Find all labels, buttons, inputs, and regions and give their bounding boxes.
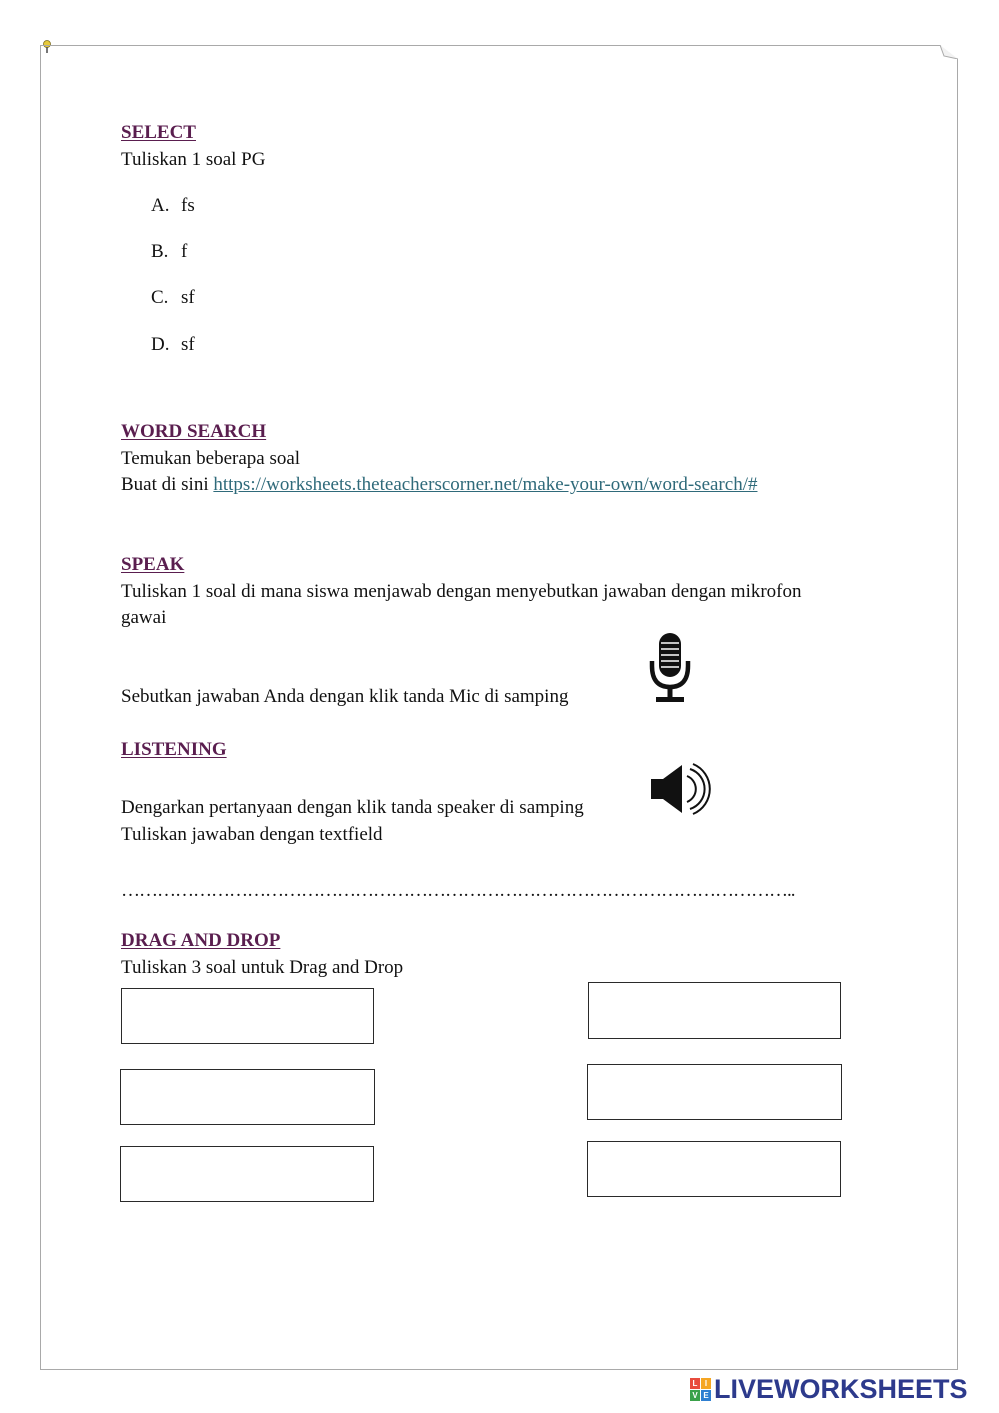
select-instruction: Tuliskan 1 soal PG — [121, 149, 266, 170]
word-search-heading: WORD SEARCH — [121, 421, 267, 442]
drop-target-3[interactable] — [587, 1141, 841, 1197]
speak-prompt: Sebutkan jawaban Anda dengan klik tanda Mic di samping — [121, 686, 569, 707]
word-search-instruction: Temukan beberapa soal — [121, 448, 301, 469]
make-prefix: Buat di sini — [121, 474, 214, 495]
answer-textfield[interactable]: ………………………………………………………………………………………………….. — [121, 880, 795, 901]
drop-target-1[interactable] — [588, 982, 841, 1039]
liveworksheets-logo — [690, 1373, 968, 1405]
speak-heading: SPEAK — [121, 554, 185, 575]
option-text: sf — [181, 287, 195, 308]
drag-drop-heading: DRAG AND DROP — [121, 930, 281, 951]
select-heading: SELECT — [121, 122, 196, 143]
option-text: sf — [181, 334, 195, 355]
microphone-icon[interactable] — [648, 631, 696, 705]
speaker-icon[interactable] — [649, 762, 715, 816]
logo-block-e: E — [701, 1390, 711, 1401]
drag-item-2[interactable] — [120, 1069, 375, 1125]
drag-item-3[interactable] — [120, 1146, 374, 1202]
option-letter: D. — [151, 334, 170, 355]
logo-block-l: L — [690, 1378, 700, 1389]
logo-block-v: V — [690, 1390, 700, 1401]
option-text: f — [181, 241, 188, 262]
word-search-make-line — [121, 472, 757, 498]
option-c[interactable] — [151, 285, 195, 311]
listening-instruction: Tuliskan jawaban dengan textfield — [121, 824, 383, 845]
drag-drop-instruction: Tuliskan 3 soal untuk Drag and Drop — [121, 957, 404, 978]
logo-block-i: I — [701, 1378, 711, 1389]
listening-heading: LISTENING — [121, 739, 227, 760]
option-b[interactable] — [151, 239, 187, 265]
drag-item-1[interactable] — [121, 988, 374, 1044]
option-a[interactable] — [151, 193, 195, 219]
option-d[interactable] — [151, 332, 195, 358]
option-letter: A. — [151, 195, 170, 216]
option-text: fs — [181, 195, 195, 216]
speak-instruction-line2: gawai — [121, 607, 167, 628]
option-letter: C. — [151, 287, 169, 308]
speak-instruction-line1: Tuliskan 1 soal di mana siswa menjawab dengan menyebutkan jawaban dengan mikrofon — [121, 581, 802, 602]
page-corner-fold-icon — [940, 45, 958, 59]
word-search-link[interactable]: https://worksheets.theteacherscorner.net/make-your-own/word-search/# — [213, 474, 758, 495]
drop-target-2[interactable] — [587, 1064, 842, 1120]
listening-prompt: Dengarkan pertanyaan dengan klik tanda speaker di samping — [121, 797, 584, 818]
logo-text: LIVEWORKSHEETS — [714, 1373, 968, 1404]
option-letter: B. — [151, 241, 169, 262]
logo-blocks — [690, 1378, 711, 1401]
